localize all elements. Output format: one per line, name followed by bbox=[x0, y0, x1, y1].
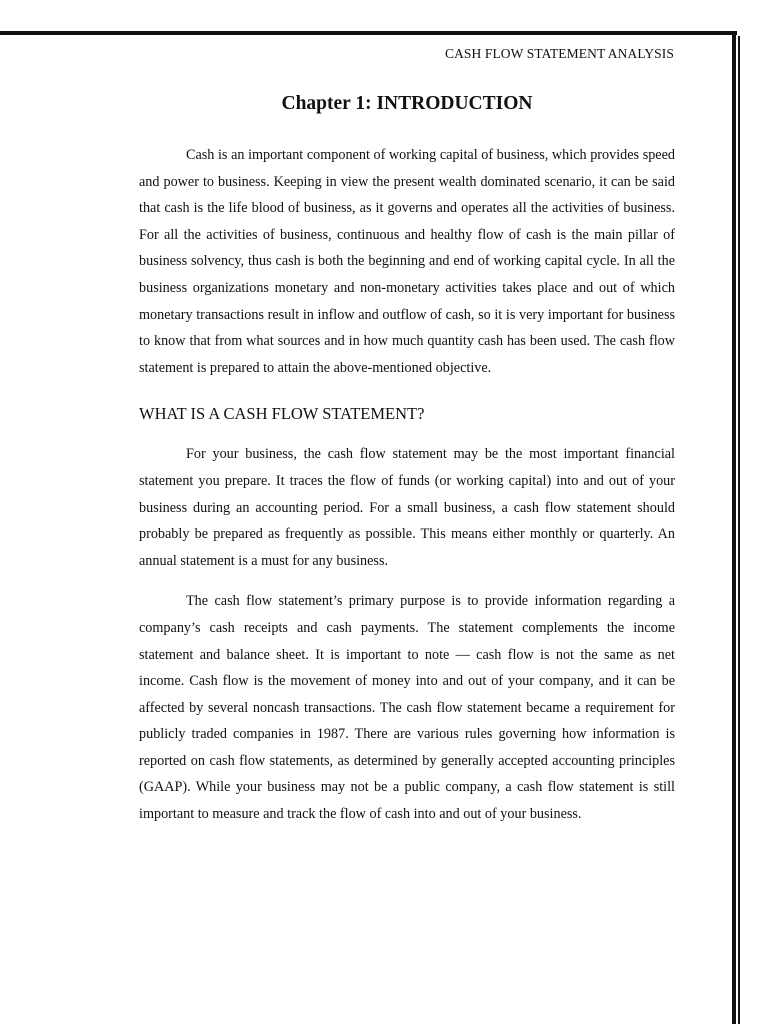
section-paragraph-1: For your business, the cash flow statement may be the most important financial statement you prepare. It traces the flow of funds (or working capital) into and out of your business during an accounting period. For a small business, a cash flow statement should probably be prepared as frequently as possible. This means either monthly or quarterly. An annual statement is a must for any business. bbox=[139, 446, 675, 569]
running-header: CASH FLOW STATEMENT ANALYSIS bbox=[444, 46, 674, 61]
chapter-title: Chapter 1: INTRODUCTION bbox=[281, 93, 533, 114]
page-border-top bbox=[0, 31, 737, 35]
page-content bbox=[139, 88, 675, 828]
page-border-right bbox=[732, 31, 736, 1024]
intro-paragraph: Cash is an important component of working capital of business, which provides speed and power to business. Keeping in view the present wealth dominated scenario, it can be said that cash is the life blood of business, as it governs and operates all the activities of business. For all the activities of business, continuous and healthy flow of cash is the main pillar of business solvency, thus cash is both the beginning and end of working capital cycle. In all the business organizations monetary and non-monetary activities takes place and out of which monetary transactions result in inflow and outflow of cash, so it is very important for business to know that from what sources and in how much quantity cash has been used. The cash flow statement is prepared to attain the above-mentioned objective. bbox=[139, 147, 675, 376]
page-border-right-outer bbox=[738, 36, 740, 1024]
section-paragraph-2: The cash flow statement’s primary purpose is to provide information regarding a company’s cash receipts and cash payments. The statement complements the income statement and balance sheet. It is important to note — cash flow is not the same as net income. Cash flow is the movement of money into and out of your company, and it can be affected by several noncash transactions. The cash flow statement became a requirement for publicly traded companies in 1987. There are various rules governing how information is reported on cash flow statements, as determined by generally accepted accounting principles (GAAP). While your business may not be a public company, a cash flow statement is still important to measure and track the flow of cash into and out of your business. bbox=[139, 593, 675, 823]
section-heading: WHAT IS A CASH FLOW STATEMENT? bbox=[139, 404, 425, 424]
